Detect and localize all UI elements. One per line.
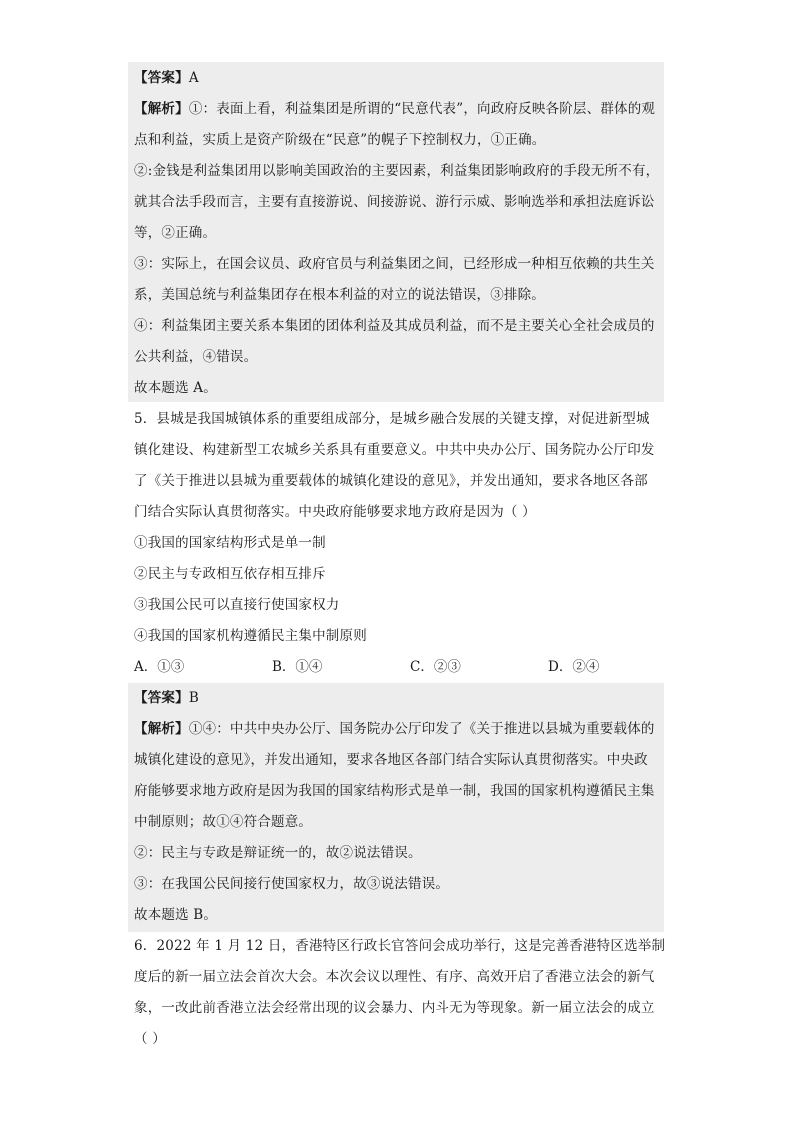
question-5-option-a: A．①③ [134, 659, 185, 675]
analysis-text: 点和利益，实质上是资产阶级在“民意”的幌子下控制权力，①正确。 [134, 132, 546, 148]
question-5-option-b: B．①④ [272, 659, 323, 675]
analysis-text: 中制原则；故①④符合题意。 [134, 814, 313, 830]
answer-tag: 【答案】 [134, 690, 189, 706]
question-5-text: 了《关于推进以县城为重要载体的城镇化建设的意见》，并发出通知，要求各地区各部 [134, 473, 648, 489]
analysis-tag: 【解析】 [134, 721, 189, 737]
analysis-text: 府能够要求地方政府是因为我国的国家结构形式是单一制，我国的国家机构遵循民主集 [134, 783, 655, 799]
question-5-text: 门结合实际认真贯彻落实。中央政府能够要求地方政府是因为（ ） [134, 504, 536, 520]
analysis-text: ④：利益集团主要关系本集团的团体利益及其成员利益，而不是主要关心全社会成员的 [134, 318, 655, 334]
analysis-conclusion: 故本题选 A。 [134, 380, 217, 396]
analysis-line [134, 99, 655, 119]
answer-value: B [188, 690, 199, 706]
analysis-text: 等，②正确。 [134, 225, 217, 241]
analysis-text: ②：民主与专政是辩证统一的，故②说法错误。 [134, 845, 422, 861]
question-5-statement: ③我国公民可以直接行使国家权力 [134, 597, 340, 613]
answer-value: A [188, 70, 199, 86]
answer-line-b [134, 688, 199, 708]
question-5-text: 镇化建设、构建新型工农城乡关系具有重要意义。中共中央办公厅、国务院办公厅印发 [134, 442, 655, 458]
question-5-option-d: D．②④ [548, 659, 600, 675]
analysis-text: ①④：中共中央办公厅、国务院办公厅印发了《关于推进以县城为重要载体的 [188, 721, 655, 737]
answer-tag: 【答案】 [134, 70, 189, 86]
analysis-text: 城镇化建设的意见》，并发出通知，要求各地区各部门结合实际认真贯彻落实。中央政 [134, 752, 648, 768]
question-5-statement: ④我国的国家机构遵循民主集中制原则 [134, 628, 367, 644]
analysis-text: ②:金钱是利益集团用以影响美国政治的主要因素，利益集团影响政府的手段无所不有， [134, 163, 660, 179]
analysis-tag: 【解析】 [134, 101, 189, 117]
question-6-text: 6．2022 年 1 月 12 日，香港特区行政长官答问会成功举行，这是完善香港特区选举制 [134, 938, 666, 954]
analysis-text: ③：实际上，在国会议员、政府官员与利益集团之间，已经形成一种相互依赖的共生关 [134, 256, 655, 272]
question-5-option-c: C．②③ [410, 659, 461, 675]
analysis-text: 系，美国总统与利益集团存在根本利益的对立的说法错误，③排除。 [134, 287, 545, 303]
analysis-text: 就其合法手段而言，主要有直接游说、间接游说、游行示威、影响选举和承担法庭诉讼 [134, 194, 655, 210]
analysis-conclusion: 故本题选 B。 [134, 907, 218, 923]
answer-line-a [134, 68, 199, 88]
question-5-statement: ①我国的国家结构形式是单一制 [134, 535, 326, 551]
question-5-statement: ②民主与专政相互依存相互排斥 [134, 566, 326, 582]
question-6-blank: （ ） [134, 1031, 166, 1047]
analysis-line [134, 719, 655, 739]
analysis-text: ①：表面上看，利益集团是所谓的“民意代表”，向政府反映各阶层、群体的观 [188, 101, 656, 117]
analysis-text: 公共利益，④错误。 [134, 349, 258, 365]
question-6-text: 象，一改此前香港立法会经常出现的议会暴力、内斗无为等现象。新一届立法会的成立 [134, 1000, 655, 1016]
question-5-text: 5．县城是我国城镇体系的重要组成部分，是城乡融合发展的关键支撑，对促进新型城 [134, 411, 650, 427]
analysis-text: ③：在我国公民间接行使国家权力，故③说法错误。 [134, 876, 450, 892]
question-6-text: 度后的新一届立法会首次大会。本次会议以理性、有序、高效开启了香港立法会的新气 [134, 969, 655, 985]
